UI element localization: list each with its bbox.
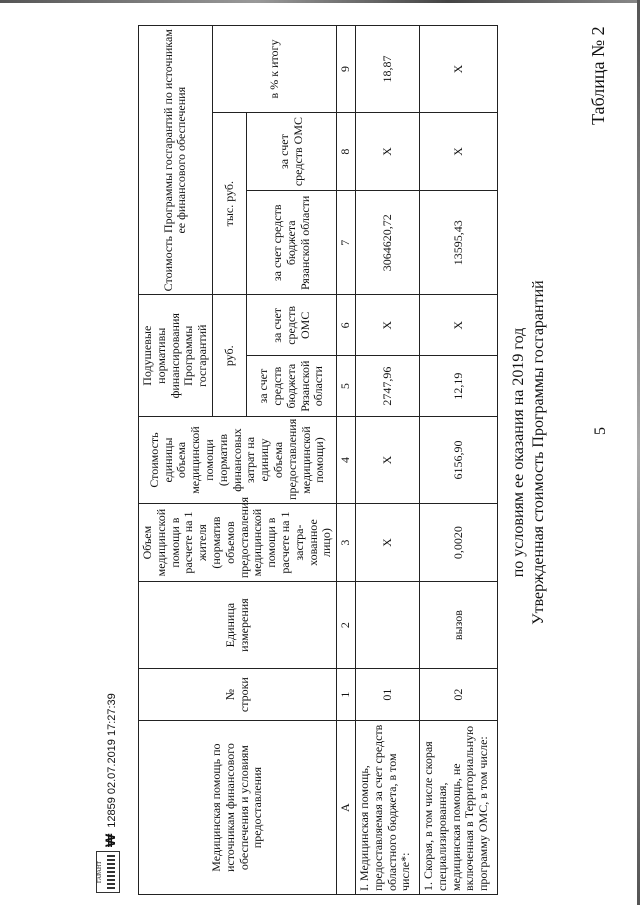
program-cost-table [138,25,498,895]
row-percent: Х [419,26,497,113]
header-col-8: за счет средств ОМС [247,112,337,190]
header-col-4: Стоимость единицы объема медицинской помощи (норматив финансовых затрат на единицу объема предоставления медицинской помощи) [139,417,337,504]
stamp-barcode [107,855,115,889]
header-group-norm: Подушевые нормативы финансирования Программы госгарантий [139,295,213,417]
header-col-5: за счет средств бюджета Рязанской области [247,356,337,417]
header-unit-tys: тыс. руб. [212,112,246,294]
row-percent: 18,87 [355,26,419,113]
row-line: 01 [355,669,419,721]
page-number: 5 [592,427,609,435]
registration-text: 12859 02.07.2019 17:27:39 [106,693,118,828]
header-col-2: Единица измерения [139,582,337,669]
header-group-cost: Стоимость Программы госгарантий по источникам ее финансового обеспечения [139,26,213,295]
stamp-text: ГАРАНТ [97,860,103,884]
row-line: 02 [419,669,497,721]
row-norm-budget: 2747,96 [355,356,419,417]
document-title: Утвержденная стоимость Программы госгарантий [530,280,547,625]
registration-line [102,693,118,847]
header-col-6: за счет средств ОМС [247,295,337,356]
header-col-7: за счет средств бюджета Рязанской области [247,191,337,295]
registration-mark-icon: ₩ [102,833,118,847]
header-col-9: в % к итогу [212,26,336,113]
col-number: 2 [337,582,356,669]
col-number: 1 [337,669,356,721]
row-norm-oms: Х [355,295,419,356]
col-number: А [337,721,356,895]
row-cost-oms: Х [419,112,497,190]
col-number: 5 [337,356,356,417]
header-unit-rub: руб. [212,295,246,417]
row-unit-cost: Х [355,417,419,504]
col-number: 4 [337,417,356,504]
row-unit: вызов [419,582,497,669]
row-unit [355,582,419,669]
row-cost-budget: 13595,43 [419,191,497,295]
col-number: 8 [337,112,356,190]
col-number: 3 [337,503,356,581]
table-label: Таблица № 2 [588,26,608,125]
column-numbers-row [337,26,356,895]
row-cost-oms: Х [355,112,419,190]
row-volume: Х [355,503,419,581]
table-row [419,26,497,895]
header-col-a: Медицинская помощь по источникам финансового обеспечения и условиям предоставления [139,721,337,895]
garant-stamp [96,851,120,893]
col-number: 6 [337,295,356,356]
row-cost-budget: 3064620,72 [355,191,419,295]
col-number: 7 [337,191,356,295]
row-volume: 0,0020 [419,503,497,581]
table-row [355,26,419,895]
row-name: I. Медицинская помощь, предоставляемая за счет средств областного бюджета, в том числе*: [355,721,419,895]
row-norm-budget: 12,19 [419,356,497,417]
document-subtitle: по условиям ее оказания на 2019 год [510,327,527,578]
row-norm-oms: Х [419,295,497,356]
row-name: 1. Скорая, в том числе скорая специализированная, медицинская помощь, не включенная в Территориальную программу ОМС, в том числе: [419,721,497,895]
row-unit-cost: 6156,90 [419,417,497,504]
header-col-3: Объем медицинской помощи в расчете на 1 жителя (норматив объемов предоставления медицинской помощи в расчете на 1 застра-хованное лицо) [139,503,337,581]
header-col-1: № строки [139,669,337,721]
col-number: 9 [337,26,356,113]
